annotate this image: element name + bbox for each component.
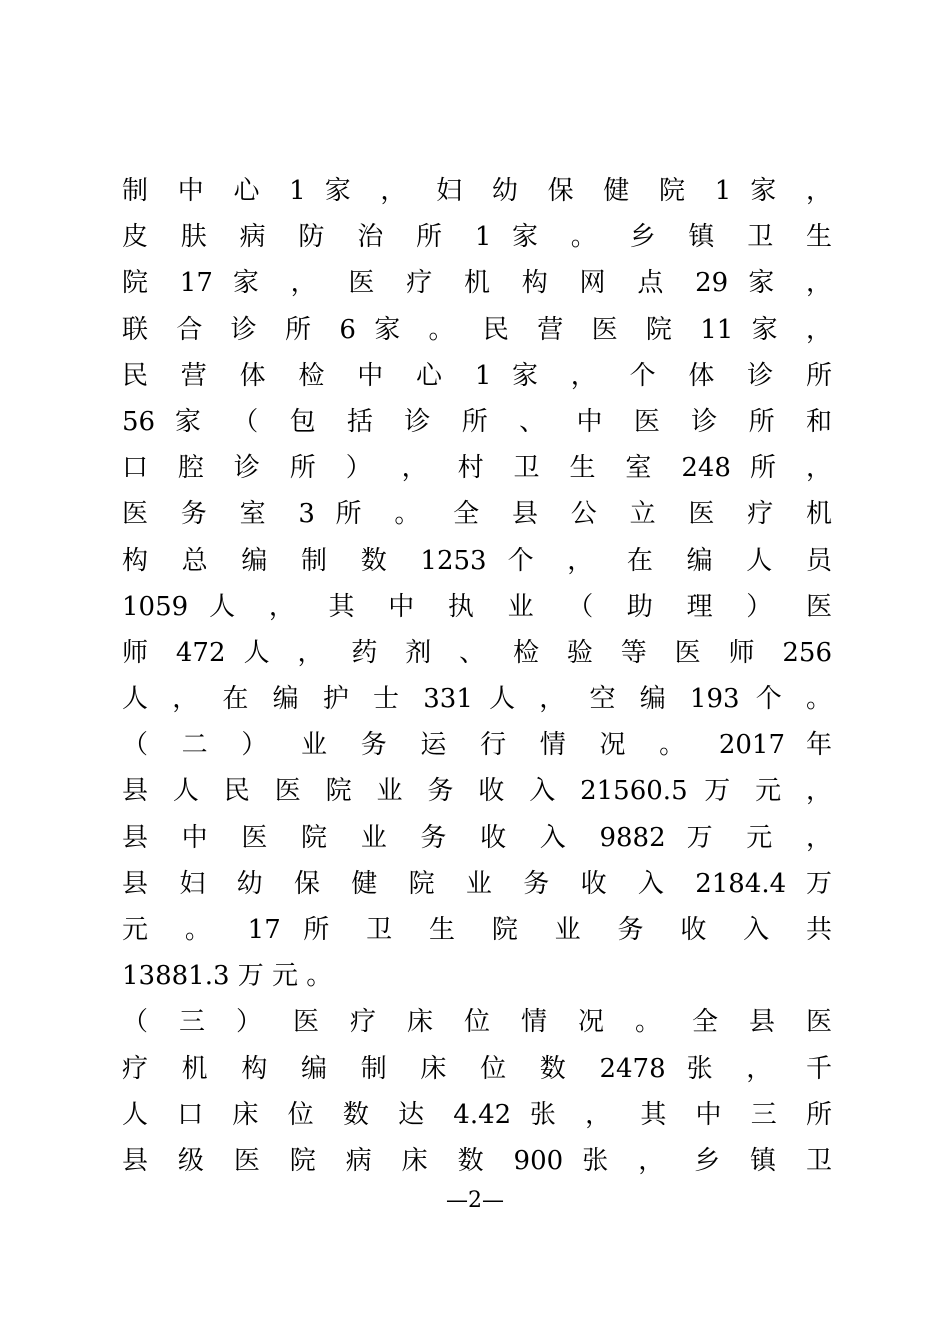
text-line: 县 人 民 医 院 业 务 收 入 21560.5 万 元 ， bbox=[122, 776, 832, 807]
text-line: 口 腔 诊 所 ） ， 村 卫 生 室 248 所 ， bbox=[122, 453, 832, 484]
text-line: 师 472 人 ， 药 剂 、 检 验 等 医 师 256 bbox=[122, 637, 832, 668]
text-line: 疗 机 构 编 制 床 位 数 2478 张 ， 千 bbox=[122, 1053, 832, 1084]
text-line: 县 级 医 院 病 床 数 900 张 ， 乡 镇 卫 bbox=[122, 1145, 832, 1176]
text-line: （ 三 ） 医 疗 床 位 情 况 。 全 县 医 bbox=[122, 1007, 832, 1038]
text-line: 民 营 体 检 中 心 1 家 ， 个 体 诊 所 bbox=[122, 360, 832, 391]
text-line: 县 中 医 院 业 务 收 入 9882 万 元 ， bbox=[122, 822, 832, 853]
text-line: 制 中 心 1 家 ， 妇 幼 保 健 院 1 家 ， bbox=[122, 176, 832, 206]
text-line: 院 17 家 ， 医 疗 机 构 网 点 29 家 ， bbox=[122, 268, 832, 299]
text-line: 56 家 （ 包 括 诊 所 、 中 医 诊 所 和 bbox=[122, 406, 832, 437]
text-line: 人 ， 在 编 护 士 331 人 ， 空 编 193 个 。 bbox=[122, 684, 832, 715]
text-line: （ 二 ） 业 务 运 行 情 况 。 2017 年 bbox=[122, 730, 832, 761]
text-line: 1059 人 ， 其 中 执 业 （ 助 理 ） 医 bbox=[122, 591, 832, 622]
page-number: —2— bbox=[446, 1188, 504, 1213]
text-line: 医 务 室 3 所 。 全 县 公 立 医 疗 机 bbox=[122, 499, 832, 530]
text-line: 元 。 17 所 卫 生 院 业 务 收 入 共 bbox=[122, 915, 832, 945]
text-line: 联 合 诊 所 6 家 。 民 营 医 院 11 家 ， bbox=[122, 314, 832, 345]
text-line: 构 总 编 制 数 1253 个 ， 在 编 人 员 bbox=[122, 545, 832, 576]
text-line: 县 妇 幼 保 健 院 业 务 收 入 2184.4 万 bbox=[122, 868, 832, 899]
text-line-short: 13881.3 万 元 。 bbox=[122, 961, 333, 992]
text-line: 皮 肤 病 防 治 所 1 家 。 乡 镇 卫 生 bbox=[122, 222, 832, 253]
text-line: 人 口 床 位 数 达 4.42 张 ， 其 中 三 所 bbox=[122, 1099, 832, 1130]
body-text bbox=[122, 168, 832, 1184]
